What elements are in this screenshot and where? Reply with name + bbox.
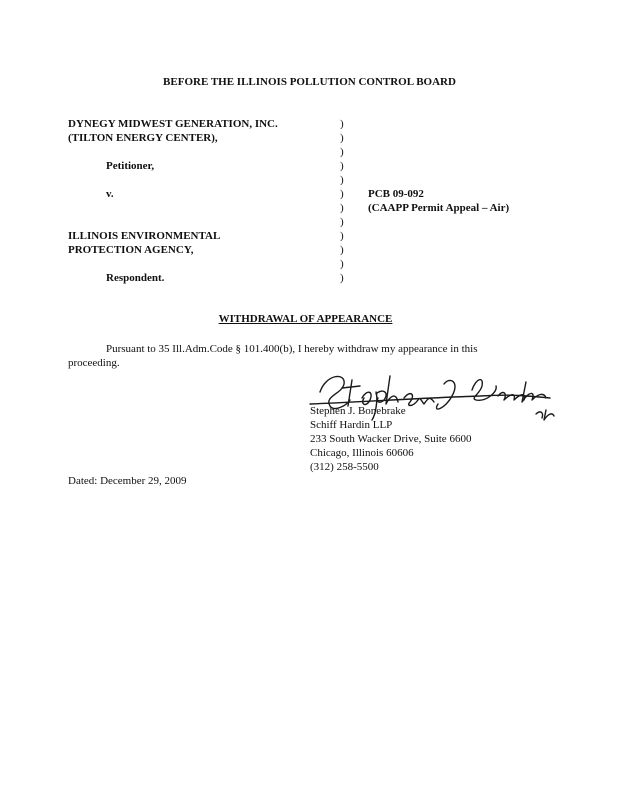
caption-paren: ) (340, 258, 344, 270)
petitioner-facility: (TILTON ENERGY CENTER), (68, 132, 218, 144)
caption-paren: ) (340, 132, 344, 144)
page-heading: BEFORE THE ILLINOIS POLLUTION CONTROL BOARD (163, 76, 456, 88)
caption-paren: ) (340, 216, 344, 228)
firm-address: 233 South Wacker Drive, Suite 6600 (310, 433, 472, 445)
case-number: PCB 09-092 (368, 188, 424, 200)
caption-paren: ) (340, 272, 344, 284)
caption-paren: ) (340, 244, 344, 256)
caption-paren: ) (340, 160, 344, 172)
firm-city: Chicago, Illinois 60606 (310, 447, 414, 459)
signatory-name: Stephen J. Bonebrake (310, 405, 406, 417)
caption-paren: ) (340, 188, 344, 200)
caption-paren: ) (340, 230, 344, 242)
respondent-label: Respondent. (106, 272, 165, 284)
caption-paren: ) (340, 118, 344, 130)
caption-paren: ) (340, 202, 344, 214)
case-type: (CAAPP Permit Appeal – Air) (368, 202, 510, 214)
petitioner-name: DYNEGY MIDWEST GENERATION, INC. (68, 118, 278, 130)
respondent-name-line2: PROTECTION AGENCY, (68, 244, 194, 256)
date-line: Dated: December 29, 2009 (68, 475, 187, 487)
caption-paren: ) (340, 146, 344, 158)
document-title: WITHDRAWAL OF APPEARANCE (218, 313, 393, 325)
firm-phone: (312) 258-5500 (310, 461, 379, 473)
caption-paren: ) (340, 174, 344, 186)
petitioner-label: Petitioner, (106, 160, 155, 172)
versus-label: v. (106, 188, 114, 200)
respondent-name-line1: ILLINOIS ENVIRONMENTAL (68, 230, 221, 242)
body-text-line1: Pursuant to 35 Ill.Adm.Code § 101.400(b), I hereby withdraw my appearance in this (106, 343, 478, 355)
body-text-line2: proceeding. (68, 357, 120, 369)
law-firm: Schiff Hardin LLP (310, 419, 393, 431)
